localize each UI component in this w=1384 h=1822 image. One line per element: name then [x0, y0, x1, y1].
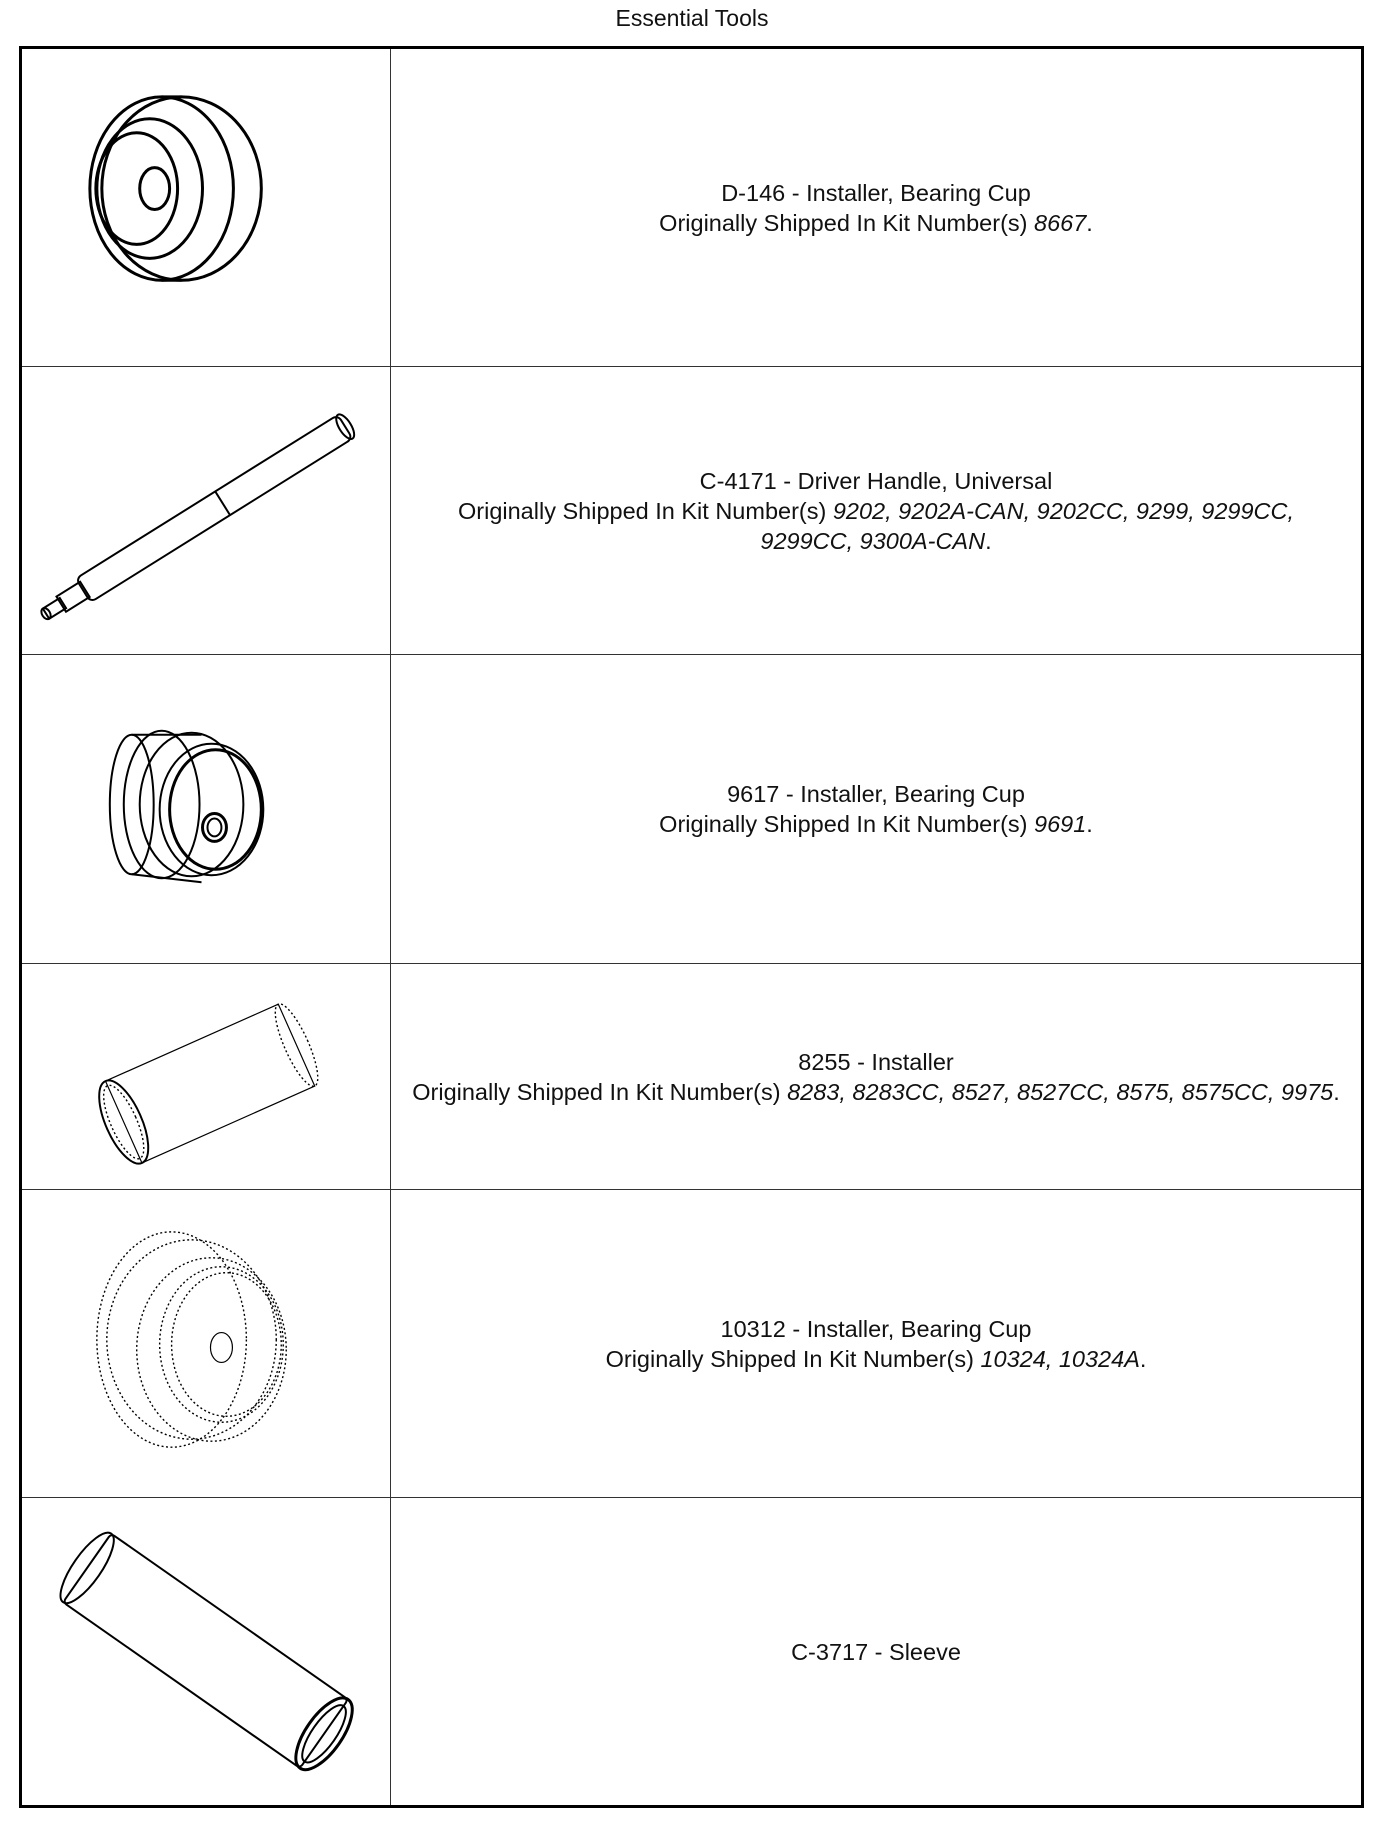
tool-name: 9617 - Installer, Bearing Cup: [727, 781, 1025, 807]
kit-numbers-line: [659, 208, 1093, 238]
tool-description: [391, 655, 1361, 963]
kit-numbers-line: [411, 496, 1341, 556]
kit-numbers: 8283, 8283CC, 8527, 8527CC, 8575, 8575CC, 9975: [787, 1078, 1334, 1105]
table-row: [22, 655, 1361, 964]
tool-description: [391, 1498, 1361, 1805]
page-title: Essential Tools: [615, 5, 769, 31]
tool-description: [391, 49, 1361, 366]
driver-handle-icon: [22, 367, 391, 654]
tool-name: 8255 - Installer: [798, 1048, 954, 1075]
kit-prefix: Originally Shipped In Kit Number(s): [412, 1078, 788, 1105]
table-row: [22, 1190, 1361, 1498]
kit-numbers-line: [606, 1344, 1147, 1374]
kit-numbers: 9691: [1034, 811, 1087, 837]
tool-name: D-146 - Installer, Bearing Cup: [721, 179, 1031, 206]
bearing-cup-installer-icon: [22, 655, 391, 963]
kit-numbers: 10324, 10324A: [980, 1345, 1140, 1372]
tools-table: [19, 46, 1364, 1808]
kit-prefix: Originally Shipped In Kit Number(s): [605, 1345, 981, 1372]
bearing-cup-installer-icon: [22, 49, 391, 366]
kit-prefix: Originally Shipped In Kit Number(s): [458, 497, 833, 524]
tool-description: [391, 964, 1361, 1189]
kit-numbers: 8667: [1034, 209, 1087, 236]
tool-description: [391, 367, 1361, 654]
kit-suffix: .: [1086, 209, 1093, 236]
table-row: [22, 1498, 1361, 1805]
table-row: [22, 367, 1361, 655]
kit-suffix: .: [985, 527, 992, 554]
tool-name: C-3717 - Sleeve: [791, 1638, 961, 1665]
kit-prefix: Originally Shipped In Kit Number(s): [659, 811, 1035, 837]
table-row: [22, 49, 1361, 367]
table-row: [22, 964, 1361, 1190]
kit-suffix: .: [1333, 1078, 1340, 1105]
kit-suffix: .: [1139, 1345, 1147, 1372]
kit-prefix: Originally Shipped In Kit Number(s): [659, 209, 1035, 236]
tube-installer-icon: [22, 964, 391, 1189]
tool-name: 10312 - Installer, Bearing Cup: [720, 1315, 1032, 1342]
kit-numbers-line: [412, 1077, 1340, 1107]
kit-numbers: 9202, 9202A-CAN, 9202CC, 9299, 9299CC, 9299CC, 9300A-CAN: [760, 497, 1294, 554]
tool-name: C-4171 - Driver Handle, Universal: [699, 467, 1053, 494]
bearing-cup-installer-icon: [22, 1190, 391, 1497]
sleeve-icon: [22, 1498, 391, 1805]
kit-suffix: .: [1086, 811, 1093, 837]
kit-numbers-line: [659, 809, 1093, 839]
tool-description: [391, 1190, 1361, 1497]
